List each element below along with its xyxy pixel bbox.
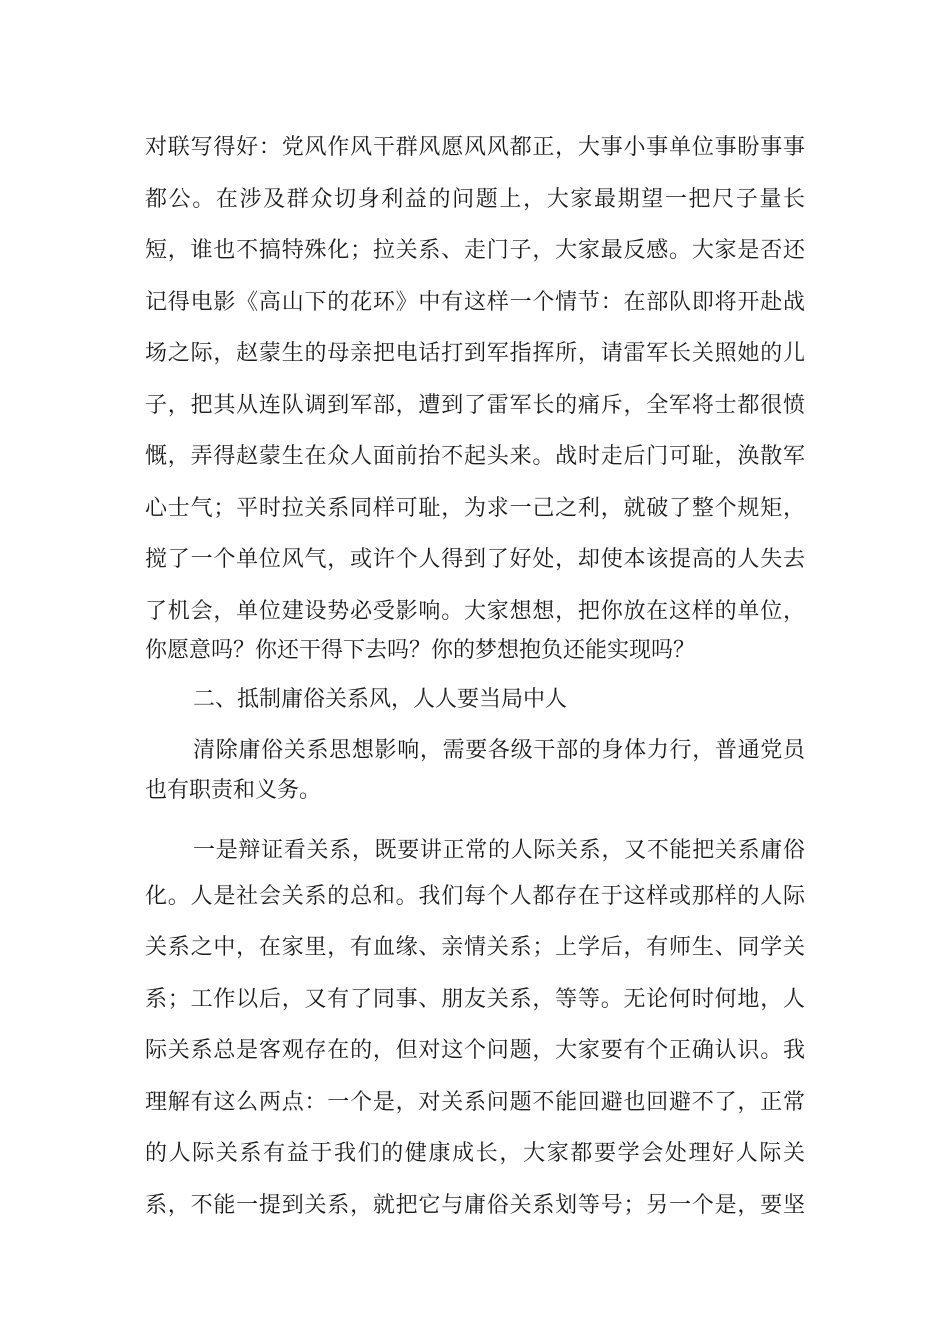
text-line: 系，不能一提到关系，就把它与庸俗关系划等号；另一个是，要坚 — [145, 1193, 805, 1218]
text-line: 一是辩证看关系，既要讲正常的人际关系，又不能把关系庸俗 — [193, 838, 805, 863]
text-line: 了机会，单位建设势必受影响。大家想想，把你放在这样的单位， — [145, 599, 805, 624]
text-line: 际关系总是客观存在的，但对这个问题，大家要有个正确认识。我 — [145, 1038, 805, 1063]
text-line: 记得电影《高山下的花环》中有这样一个情节：在部队即将开赴战 — [145, 290, 805, 315]
text-line: 慨，弄得赵蒙生在众人面前抬不起头来。战时走后门可耻，涣散军 — [145, 444, 805, 469]
text-line: 场之际，赵蒙生的母亲把电话打到军指挥所，请雷军长关照她的儿 — [145, 341, 805, 366]
text-line: 子，把其从连队调到军部，遭到了雷军长的痛斥，全军将士都很愤 — [145, 393, 805, 418]
text-line: 关系之中，在家里，有血缘、亲情关系；上学后，有师生、同学关 — [145, 935, 805, 960]
text-line: 的人际关系有益于我们的健康成长，大家都要学会处理好人际关 — [145, 1141, 805, 1166]
section-heading: 二、抵制庸俗关系风，人人要当局中人 — [193, 687, 568, 712]
text-line: 清除庸俗关系思想影响，需要各级干部的身体力行，普通党员 — [193, 738, 805, 763]
text-line: 都公。在涉及群众切身利益的问题上，大家最期望一把尺子量长 — [145, 187, 805, 212]
text-line: 理解有这么两点：一个是，对关系问题不能回避也回避不了，正常 — [145, 1090, 805, 1115]
text-line: 对联写得好：党风作风干群风愿风风都正，大事小事单位事盼事事 — [145, 135, 805, 160]
text-line: 你愿意吗？你还干得下去吗？你的梦想抱负还能实现吗？ — [145, 638, 696, 663]
text-line: 搅了一个单位风气，或许个人得到了好处，却使本该提高的人失去 — [145, 547, 805, 572]
text-line: 化。人是社会关系的总和。我们每个人都存在于这样或那样的人际 — [145, 884, 805, 909]
text-line: 心士气；平时拉关系同样可耻，为求一己之利，就破了整个规矩， — [145, 496, 805, 521]
text-line: 系；工作以后，又有了同事、朋友关系，等等。无论何时何地，人 — [145, 987, 805, 1012]
text-line: 也有职责和义务。 — [145, 778, 322, 803]
text-line: 短，谁也不搞特殊化；拉关系、走门子，大家最反感。大家是否还 — [145, 238, 805, 263]
